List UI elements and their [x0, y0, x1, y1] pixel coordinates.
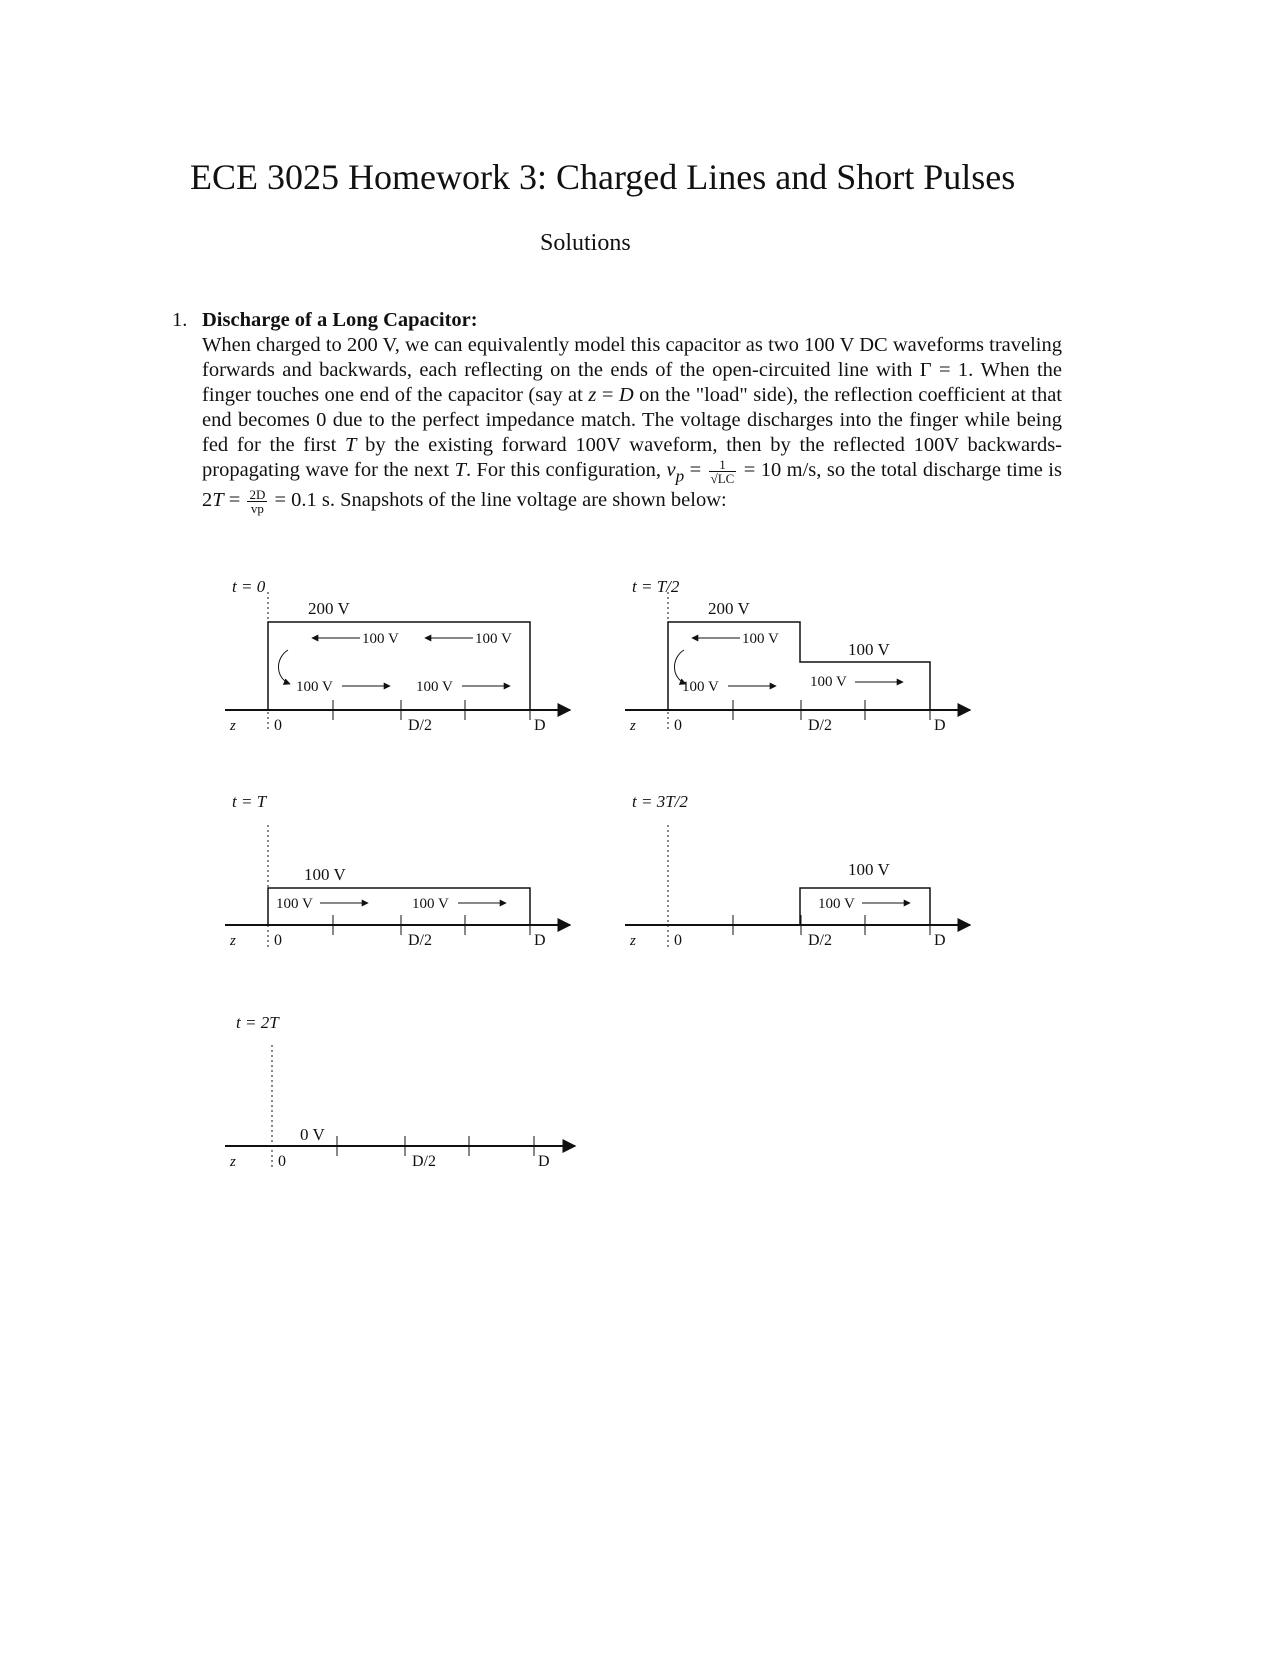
- var-z: z: [588, 384, 597, 406]
- problem-1: [172, 308, 1062, 515]
- axis-z-label: z: [630, 933, 636, 949]
- eq-sign: =: [223, 489, 246, 512]
- figure-t-half: [620, 570, 980, 740]
- problem-number: 1.: [172, 309, 188, 331]
- problem-text-6: = 10 m/s, so the total discharge time is 2: [202, 459, 1062, 512]
- problem-heading: Discharge of a Long Capacitor:: [202, 309, 478, 331]
- figure-t0: [220, 570, 580, 740]
- problem-text-1: When charged to 200 V, we can equivalently model this capacitor as two 100 V DC waveforms traveling forwards and backwards, each reflecting on the ends of the open-circuited line with Γ = 1. When the finger touches one end of the capacitor (say at: [202, 334, 1062, 406]
- wave-label: 100 V: [742, 631, 779, 647]
- axis-zero-label: 0: [274, 932, 282, 949]
- problem-text-3: by the existing forward 100V waveform, then by the reflected 100V backwards-propagating wave for the next: [202, 434, 1062, 482]
- axis-z-label: z: [630, 718, 636, 734]
- axis-half-label: D/2: [408, 932, 432, 949]
- axis-zero-label: 0: [278, 1153, 286, 1170]
- axis-end-label: D: [934, 932, 946, 949]
- wave-label: 100 V: [416, 679, 453, 695]
- var-T: T: [454, 459, 466, 482]
- eq-sign: =: [596, 384, 619, 406]
- var-v: v: [666, 459, 676, 482]
- axis-zero-label: 0: [674, 717, 682, 734]
- axis-half-label: D/2: [408, 717, 432, 734]
- wave-label: 100 V: [848, 640, 890, 659]
- time-label: t = 3T/2: [632, 792, 688, 811]
- wave-label: 200 V: [308, 599, 350, 618]
- wave-label: 200 V: [708, 599, 750, 618]
- axis-end-label: D: [538, 1153, 550, 1170]
- axis-half-label: D/2: [412, 1153, 436, 1170]
- axis-half-label: D/2: [808, 932, 832, 949]
- problem-text-4: . For this configuration,: [465, 459, 667, 482]
- var-p: p: [675, 466, 685, 486]
- wave-label: 100 V: [818, 896, 855, 912]
- var-D: D: [618, 384, 634, 406]
- axis-z-label: z: [230, 718, 236, 734]
- frac-denominator: vp: [250, 501, 264, 517]
- problem-body: [202, 333, 1062, 515]
- time-label: t = T/2: [632, 577, 680, 596]
- wave-label: 100 V: [412, 896, 449, 912]
- axis-end-label: D: [534, 932, 546, 949]
- wave-label: 100 V: [362, 631, 399, 647]
- wave-label: 100 V: [276, 896, 313, 912]
- axis-zero-label: 0: [274, 717, 282, 734]
- wave-label: 100 V: [475, 631, 512, 647]
- problem-text-2: on the "load" side), the reflection coefficient at that end becomes 0 due to the perfect impedance match. The voltage discharges into the finger while being fed for the first: [202, 384, 1063, 456]
- voltage-waveform: [668, 622, 930, 710]
- axis-end-label: D: [534, 717, 546, 734]
- reflection-curve: [278, 650, 290, 684]
- wave-label: 100 V: [682, 679, 719, 695]
- problem-text-8: = 0.1 s. Snapshots of the line voltage are shown below:: [269, 489, 727, 512]
- axis-z-label: z: [230, 933, 236, 949]
- wave-label: 100 V: [810, 674, 847, 690]
- axis-z-label: z: [230, 1154, 236, 1170]
- document-title: ECE 3025 Homework 3: Charged Lines and Short Pulses: [190, 157, 1016, 197]
- figure-t-2T: [220, 1000, 580, 1170]
- voltage-waveform: [625, 888, 930, 925]
- wave-label: 100 V: [848, 860, 890, 879]
- wave-label: 100 V: [304, 865, 346, 884]
- time-label: t = 0: [232, 577, 266, 596]
- var-T: T: [345, 434, 357, 456]
- fraction-2d-over-vp: [247, 488, 267, 515]
- figure-t-3T-half: [620, 785, 980, 955]
- wave-label: 0 V: [300, 1125, 325, 1144]
- document-subtitle: Solutions: [540, 230, 631, 256]
- fraction-1-over-sqrt-lc: [709, 458, 737, 485]
- frac-denominator: √LC: [710, 471, 735, 486]
- frac-numerator: 1: [709, 458, 737, 472]
- var-T: T: [212, 489, 224, 512]
- time-label: t = 2T: [236, 1013, 279, 1032]
- time-label: t = T: [232, 792, 267, 811]
- axis-zero-label: 0: [674, 932, 682, 949]
- figure-t-T: [220, 785, 580, 955]
- wave-label: 100 V: [296, 679, 333, 695]
- eq-sign: =: [684, 459, 707, 482]
- axis-half-label: D/2: [808, 717, 832, 734]
- frac-numerator: 2D: [249, 487, 266, 503]
- axis-end-label: D: [934, 717, 946, 734]
